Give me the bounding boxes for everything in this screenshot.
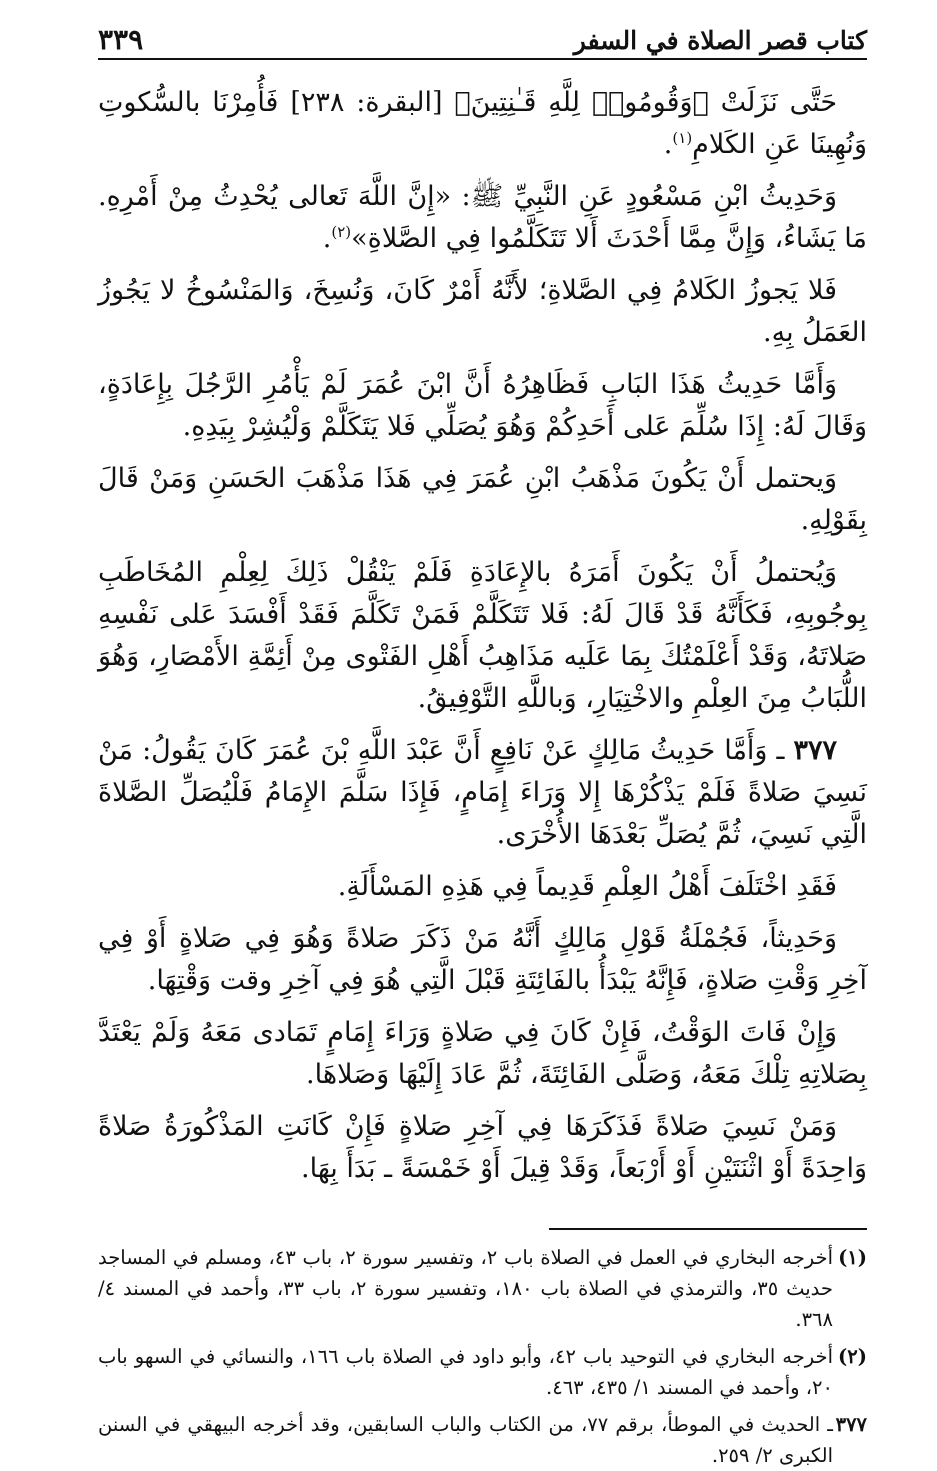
paragraph-6: وَيُحتملُ أَنْ يَكُونَ أَمَرَهُ بالإِعَادَةِ فَلَمْ يَنْقُلْ ذَلِكَ لِعِلْمِ المُخَاطَبِ بِوجُوبِهِ، فَكَأَنَّهُ قَدْ قَالَ لَهُ: فَلا تَتَكَلَّمْ فَمَنْ تَكَلَّمَ فَقَدْ أَفْسَدَ عَلى نَفْسِهِ صَلاتَهُ، وَقَدْ أَعْلَمْتُكَ بِمَا عَلَيه مَذَاهِبُ أَهْلِ الفَتْوى مِنْ أَئِمَّةِ الأَمْصَارِ، وَهُوَ اللُّبَابُ مِنَ العِلْمِ والاخْتِيَارِ، وَباللَّهِ التَّوْفِيقُ. <box>98 557 867 714</box>
main-text <box>98 82 867 1190</box>
paragraph-4: وَأَمَّا حَدِيثُ هَذَا البَابِ فَظَاهِرُهُ أَنَّ ابْنَ عُمَرَ لَمْ يَأْمُرِ الرَّجُلَ بِإِعَادَةٍ، وَقَالَ لَهُ: إِذَا سُلِّمَ عَلى أَحَدِكُمْ وَهُوَ يُصَلِّي فَلا يَتَكَلَّمْ وَلْيُشِرْ بِيَدِهِ. <box>98 369 867 442</box>
page-header <box>98 18 867 60</box>
footnote-ref-2: (٢) <box>331 223 352 241</box>
paragraph-9: وَإِنْ فَاتَ الوَقْتُ، فَإِنْ كَانَ فِي صَلاةٍ وَرَاءَ إِمَامٍ تَمَادى مَعَهُ وَلَمْ يَعْتَدَّ بِصَلاتِهِ تِلْكَ مَعَهُ، وَصَلَّى الفَائِتَةَ، ثُمَّ عَادَ إِلَيْهَا وَصَلاهَا. <box>98 1017 867 1090</box>
page-number: ٣٣٩ <box>98 23 144 56</box>
paragraph-10: وَمَنْ نَسِيَ صَلاةً فَذَكَرَهَا فِي آخِرِ صَلاةٍ فَإِنْ كَانَتِ المَذْكُورَةُ صَلاةً وَاحِدَةً أَوْ اثْنَتَيْنِ أَوْ أَرْبَعاً، وَقَدْ قِيلَ أَوْ خَمْسَةً ـ بَدَأَ بِهَا. <box>98 1111 867 1184</box>
footnotes <box>98 1242 867 1471</box>
paragraph-3: فَلا يَجوزُ الكَلامُ فِي الصَّلاةِ؛ لأَنَّهُ أَمْرٌ كَانَ، وَنُسِخَ، وَالمَنْسُوخُ لا يَجُوزُ العَمَلُ بِهِ. <box>98 275 867 348</box>
footnote-377: ٣٧٧ـ الحديث في الموطأ، برقم ٧٧، من الكتاب والباب السابقين، وقد أخرجه البيهقي في السنن الكبرى ٢/ ٢٥٩. <box>98 1413 868 1467</box>
paragraph-7: فَقَدِ اخْتَلَفَ أَهْلُ العِلْمِ قَدِيماً فِي هَذِهِ المَسْأَلَةِ. <box>337 871 837 902</box>
footnote-divider <box>549 1228 867 1230</box>
paragraph-8: وَحَدِيثاً، فَجُمْلَةُ قَوْلِ مَالِكٍ أَنَّهُ مَنْ ذَكَرَ صَلاةً وَهُوَ فِي صَلاةٍ أَوْ فِي آخِرِ وَقْتِ صَلاةٍ، فَإِنَّهُ يَبْدَأُ بالفَائِتَةِ قَبْلَ الَّتِي هُوَ فِي آخِرِ وقت وَقْتِهَا. <box>98 923 867 996</box>
footnote-1: (١)أخرجه البخاري في العمل في الصلاة باب ٢، وتفسير سورة ٢، باب ٤٣، ومسلم في المساجد حديث ٣٥، والترمذي في الصلاة باب ١٨٠، وتفسير سورة ٢، باب ٣٣، وأحمد في المسند ٤/ ٣٦٨. <box>98 1246 868 1331</box>
paragraph-5: وَيحتمل أَنْ يَكُونَ مَذْهَبُ ابْنِ عُمَرَ فِي هَذَا مَذْهَبَ الحَسَنِ وَمَنْ قَالَ بِقَوْلِهِ. <box>98 463 867 536</box>
paragraph-2: وَحَدِيثُ ابْنِ مَسْعُودٍ عَنِ النَّبِيِّ ﷺ: «إِنَّ اللَّهَ تَعالى يُحْدِثُ مِنْ أَمْرِهِ. مَا يَشَاءُ، وَإِنَّ مِمَّا أَحْدَثَ أَلا تَتَكَلَّمُوا فِي الصَّلاةِ»$^{(٢)}$. <box>98 181 867 254</box>
hadith-377 <box>98 730 867 856</box>
chapter-title: كتاب قصر الصلاة في السفر <box>573 26 867 55</box>
paragraph-1: حَتَّى نَزَلَتْ ﴿وَقُومُوا۟ لِلَّهِ قَـٰنِتِينَ﴾ [البقرة: ٢٣٨] فَأُمِرْنَا بالسُّكوتِ وَنُهِينَا عَنِ الكَلامِ$^{(١)}$. <box>98 87 867 160</box>
hadith-number: ٣٧٧ <box>793 735 837 766</box>
footnote-ref-1: (١) <box>672 129 693 147</box>
hadith-text: ـ وَأَمَّا حَدِيثُ مَالِكٍ عَنْ نَافِعٍ أَنَّ عَبْدَ اللَّهِ بْنَ عُمَرَ كَانَ يَقُولُ: مَنْ نَسِيَ صَلاةً فَلَمْ يَذْكُرْهَا إِلا وَرَاءَ إِمَامٍ، فَإِذَا سَلَّمَ الإِمَامُ فَلْيُصَلِّ الصَّلاةَ الَّتِي نَسِيَ، ثُمَّ يُصَلِّ بَعْدَهَا الأُخْرَى. <box>98 735 867 850</box>
footnote-2: (٢)أخرجه البخاري في التوحيد باب ٤٢، وأبو داود في الصلاة باب ١٦٦، والنسائي في السهو باب ٢٠، وأحمد في المسند ١/ ٤٣٥، ٤٦٣. <box>98 1345 867 1399</box>
